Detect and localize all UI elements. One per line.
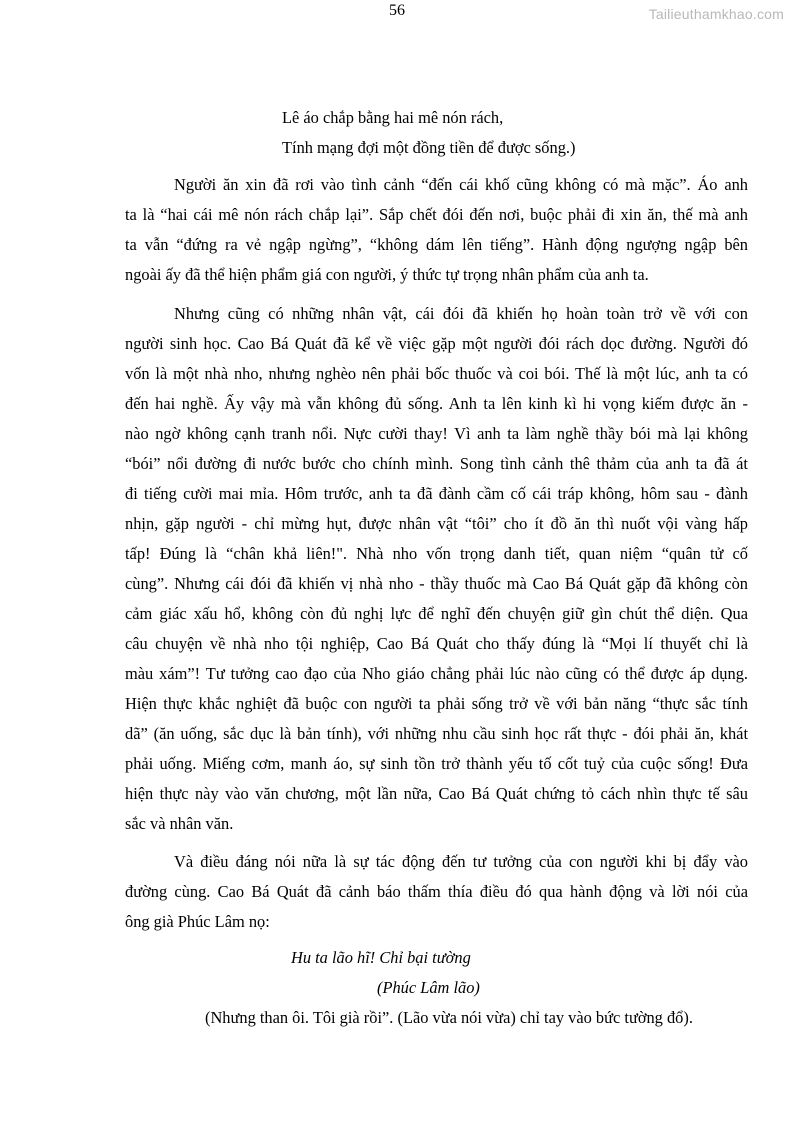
text-line: dã” (ăn uống, sắc dục là bản tính), với những nhu cầu sinh học rất thực - đói phải ăn, khát <box>125 724 748 743</box>
text-line: người sinh học. Cao Bá Quát đã kể về việc gặp một người đói rách dọc đường. Người đó <box>125 334 748 353</box>
poem-line: Lê áo chắp bằng hai mê nón rách, <box>282 108 504 127</box>
text-line: màu xám”! Tư tưởng cao đạo của Nho giáo chẳng phải lúc nào cũng có thể được áp dụng. <box>125 664 748 683</box>
quote-source: (Phúc Lâm lão) <box>377 978 480 997</box>
text-line: ngoài ấy đã thể hiện phẩm giá con người, ý thức tự trọng nhân phẩm của anh ta. <box>125 265 649 284</box>
text-line: Nhưng cũng có những nhân vật, cái đói đã khiến họ hoàn toàn trở về với con <box>174 304 748 323</box>
text-line: cùng”. Nhưng cái đói đã khiến vị nhà nho - thầy thuốc mà Cao Bá Quát gặp đã không còn <box>125 574 748 593</box>
text-line: đường cùng. Cao Bá Quát đã cảnh báo thấm thía điều đó qua hành động và lời nói của <box>125 882 748 901</box>
text-line: nhịn, gặp người - chỉ mừng hụt, được nhân vật “tôi” cho ít đồ ăn thì nuốt vội vàng hấp <box>125 514 748 533</box>
quote-verse: Hu ta lão hĩ! Chỉ bại tường <box>291 948 471 967</box>
poem-line: Tính mạng đợi một đồng tiền để được sống.) <box>282 138 576 157</box>
text-line: tấp! Đúng là “chân khả liên!". Nhà nho vốn trọng danh tiết, quan niệm “quân tử cố <box>125 544 748 563</box>
text-line: đi tiếng cười mai mỉa. Hôm trước, anh ta đã đành cầm cố cái tráp không, hôm sau - đành <box>125 484 748 503</box>
text-line: “bói” nổi đường đi nước bước cho chính mình. Song tình cảnh thê thảm của anh ta đã át <box>125 454 748 473</box>
text-line: Và điều đáng nói nữa là sự tác động đến tư tưởng của con người khi bị đẩy vào <box>174 852 748 871</box>
text-line: ta là “hai cái mê nón rách chắp lại”. Sắp chết đói đến nơi, buộc phải đi xin ăn, thế mà anh <box>125 205 748 224</box>
text-line: sắc và nhân văn. <box>125 814 234 833</box>
text-line: hiện thực này vào văn chương, một lần nữa, Cao Bá Quát chứng tỏ cách nhìn thực tế sâu <box>125 784 748 803</box>
text-line: Hiện thực khắc nghiệt đã buộc con người ta phải sống trở về với bản năng “thực sắc tính <box>125 694 748 713</box>
text-line: phải uống. Miếng cơm, manh áo, sự sinh tồn trở thành yếu tố cốt tuỷ của cuộc sống! Đưa <box>125 754 748 773</box>
text-line: đến hai nghề. Ấy vậy mà vẫn không đủ sống. Anh ta lên kinh kì hi vọng kiếm được ăn - <box>125 394 748 413</box>
page-number: 56 <box>389 2 405 19</box>
text-line: vốn là một nhà nho, nhưng nghèo nên phải bốc thuốc và coi bói. Thế là một lúc, anh ta có <box>125 364 748 383</box>
text-line: ông già Phúc Lâm nọ: <box>125 912 270 931</box>
text-line: nào ngờ không cạnh tranh nổi. Nực cười thay! Vì anh ta làm nghề thầy bói mà lại không <box>125 424 748 443</box>
text-line: Người ăn xin đã rơi vào tình cảnh “đến cái khố cũng không có mà mặc”. Áo anh <box>174 175 748 194</box>
text-line: câu chuyện về nhà nho tội nghiệp, Cao Bá Quát cho thấy đúng là “Mọi lí thuyết chỉ là <box>125 634 748 653</box>
text-line: ta vẫn “đứng ra vẻ ngập ngừng”, “không dám lên tiếng”. Hành động ngượng ngập bên <box>125 235 748 254</box>
text-line: cảm giác xấu hổ, không còn đủ nghị lực để nghĩ đến chuyện giữ gìn chút thể diện. Qua <box>125 604 748 623</box>
watermark: Tailieuthamkhao.com <box>648 6 784 22</box>
quote-translation: (Nhưng than ôi. Tôi già rồi”. (Lão vừa nói vừa) chỉ tay vào bức tường đổ). <box>205 1008 693 1027</box>
